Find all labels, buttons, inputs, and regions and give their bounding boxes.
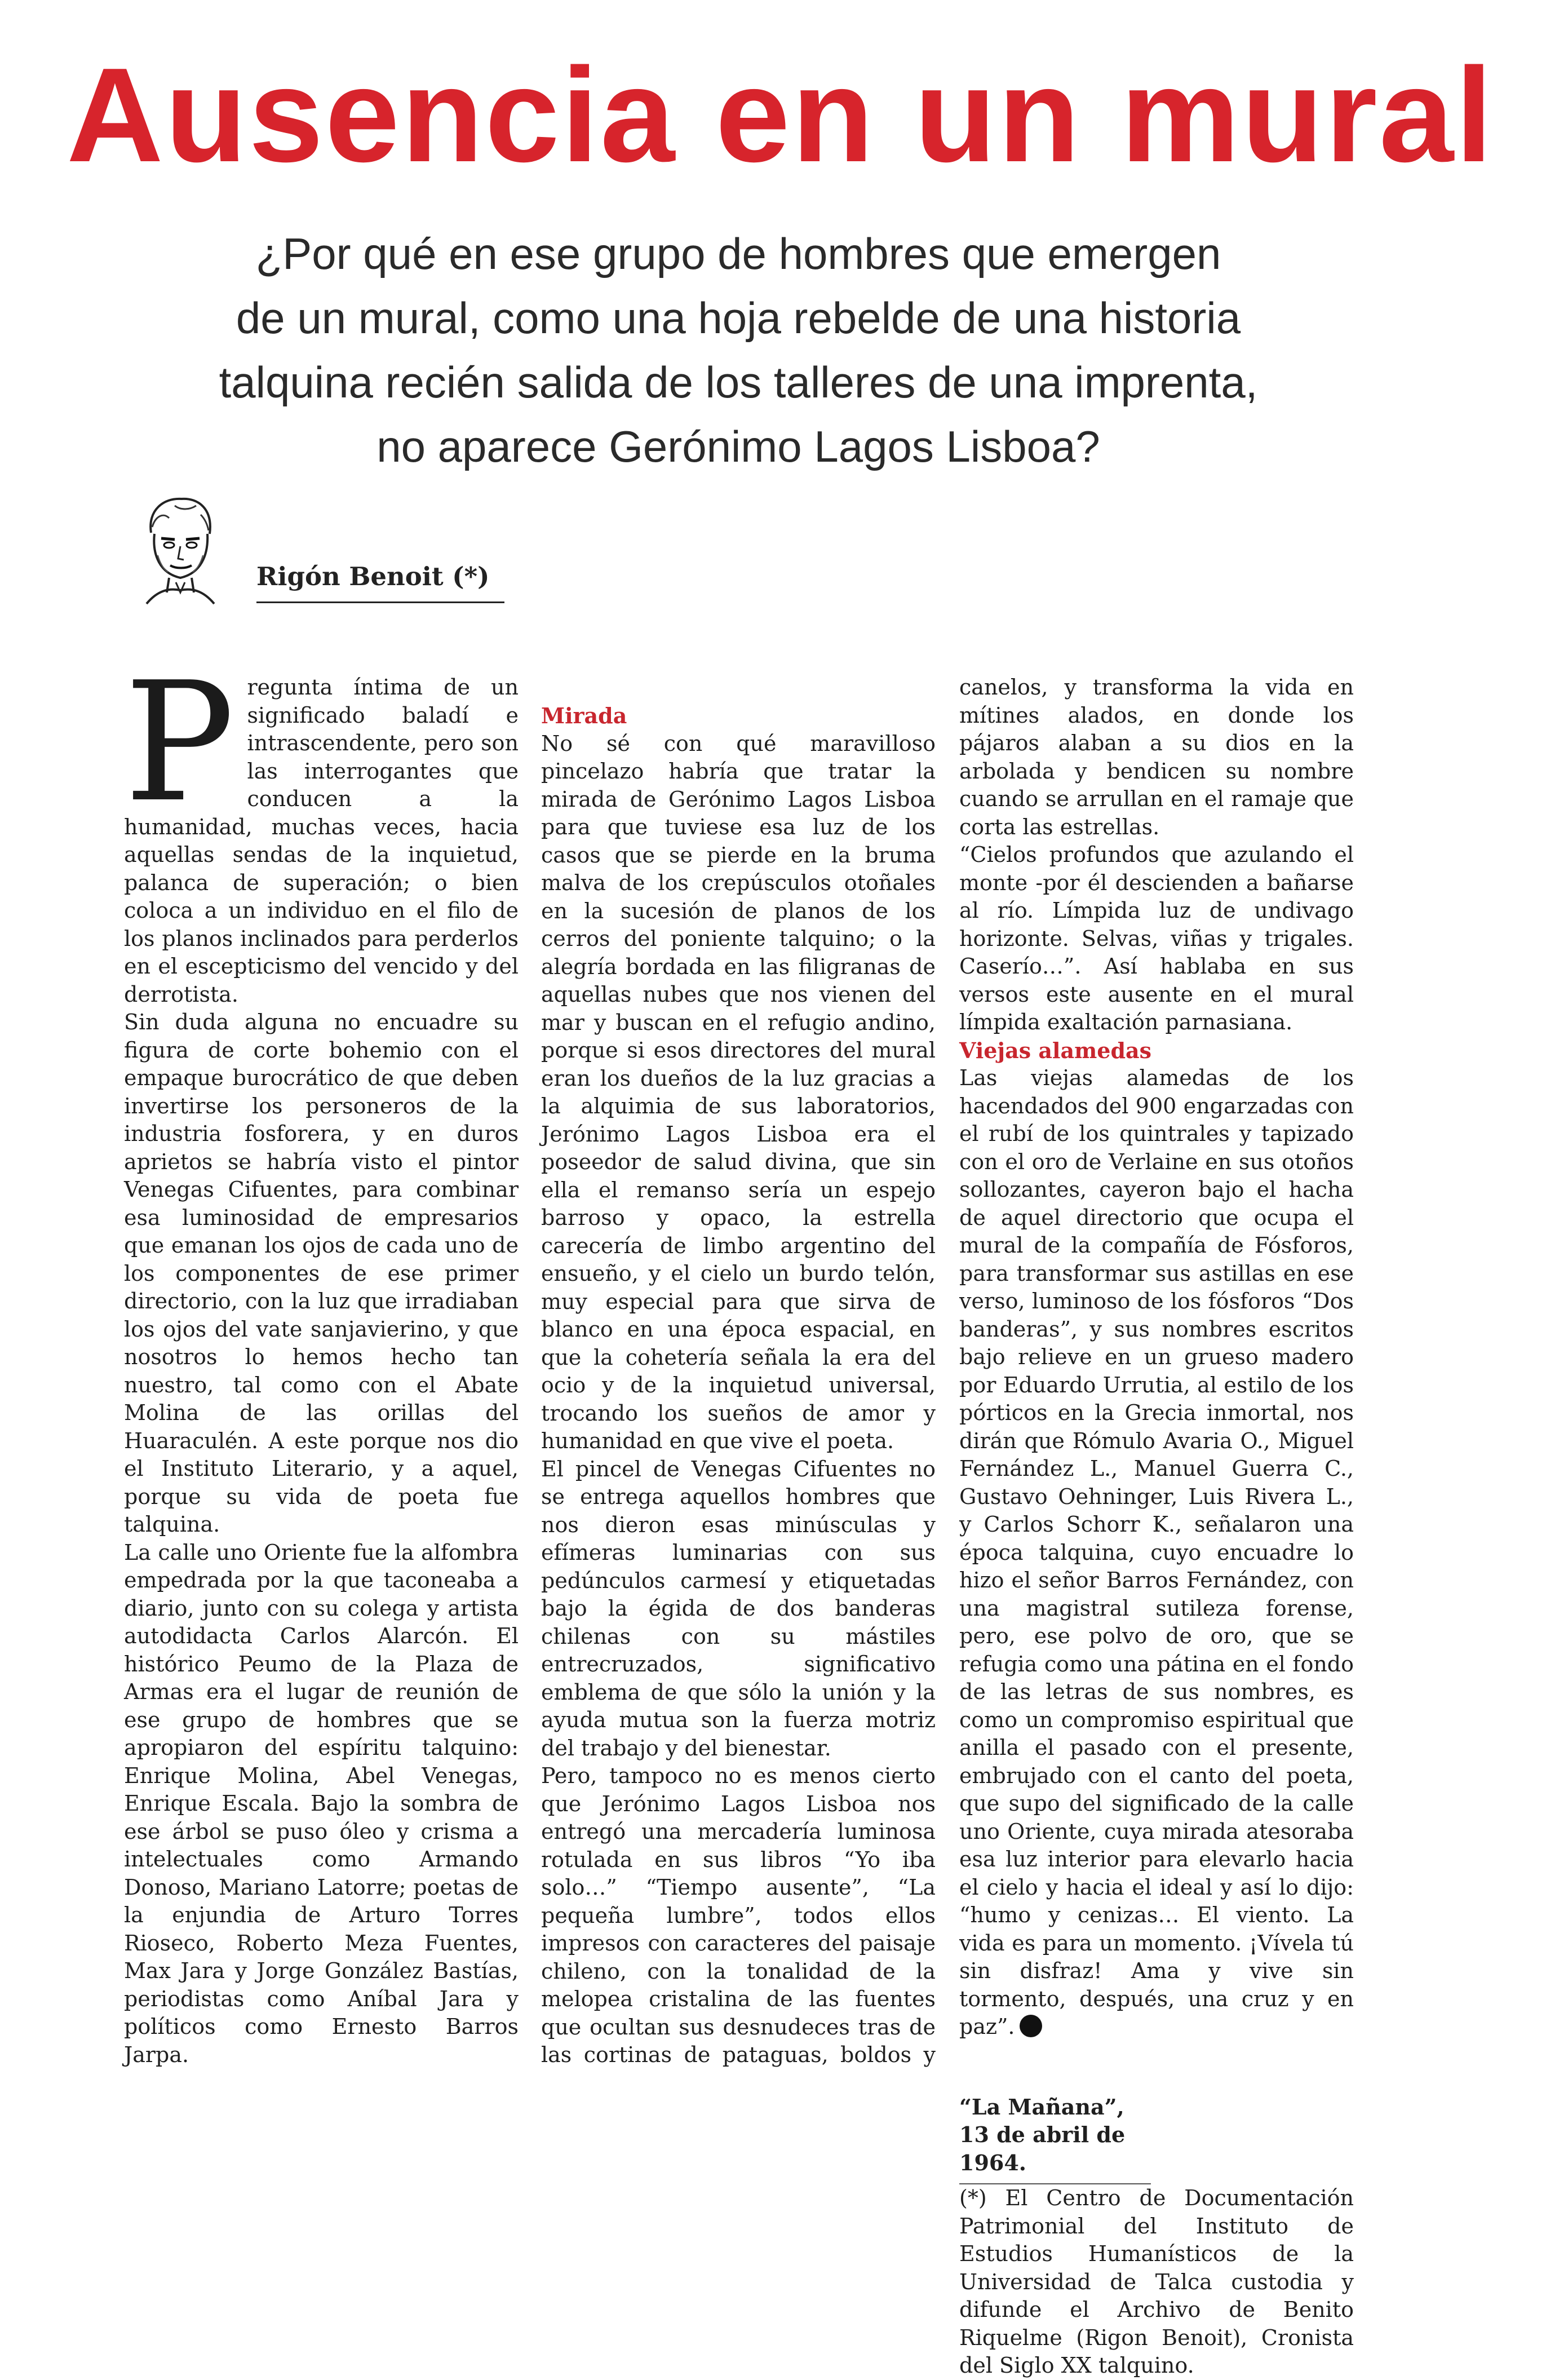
- subtitle-line: de un mural, como una hoja rebelde de una historia: [236, 293, 1241, 343]
- paragraph: [124, 647, 519, 1008]
- source-date: 13 de abril de 1964.: [959, 2122, 1126, 2175]
- section-heading-viejas-alamedas: Viejas alamedas: [959, 1037, 1152, 1063]
- paragraph-continued: No sé con qué maravilloso pincelazo habría que tratar la mirada de Gerónimo Lagos Lisboa para que tuviese esa luz de los casos que se pierde en la bruma malva de los crepúsculos otoñales en la sucesión de planos de los cerros del poniente talquino; o la alegría bordada en las filigranas de aquellas nubes que nos vienen del mar y buscan en el refugio andino, porque si esos directores del mural eran los dueños de la luz gracias a la alquimia de sus laboratorios, Jerónimo Lagos Lisboa era el poseedor de salud divina, que sin ella el remanso sería un espejo barroso y opaco, la estrella carecería de limbo argentino del ensueño, y el cielo un burdo telón, muy especial para que sirva de blanco en una época espacial, en que la cohetería señala la era del ocio y de la inquietud universal, trocando los sueños de amor y humanidad en que vive el poeta.: [541, 731, 936, 1453]
- subtitle-line: talquina recién salida de los talleres de una imprenta,: [219, 357, 1258, 407]
- article-column-1: [124, 647, 519, 2072]
- article-column-2: [541, 674, 936, 2072]
- section-heading-mirada: Mirada: [541, 703, 627, 728]
- subtitle-line: ¿Por qué en ese grupo de hombres que emergen: [255, 229, 1221, 278]
- author-portrait-sketch: [135, 493, 225, 606]
- paragraph-continued: canelos, y transforma la vida en mítines alados, en donde los pájaros alaban a su dios en la arbolada y bendicen su nombre cuando se arrullan en el ramaje que corta las estrellas.: [959, 675, 1354, 839]
- paragraph-text: regunta íntima de un significado baladí e intrascendente, pero son las interrogantes que conducen a la humanidad, muchas veces, hacia aquellas sendas de la inquietud, palanca de superación; o bien coloca a un individuo en el filo de los planos inclinados para perderlos en el escepticismo del vencido y del derrotista.: [124, 675, 519, 1007]
- article-title: Ausencia en un mural: [67, 41, 1495, 190]
- author-footnote: (*) El Centro de Documentación Patrimonial del Instituto de Estudios Humanísticos de la Universidad de Talca custodia y difunde el Archivo de Benito Riquelme (Rigon Benoit), Cronista del Siglo XX talquino.: [959, 2186, 1354, 2378]
- paragraph: Pero, tampoco no es menos cierto que Jerónimo Lagos Lisboa nos entregó una mercadería luminosa rotulada en sus libros “Yo iba solo…” “Tiempo ausente”, “La pequeña lumbre”, todos ellos impresos con caracteres del paisaje chileno, con la tonalidad de la melopea cristalina de las fuentes que ocultan sus desnudeces tras de las cortinas de pataguas, boldos y: [541, 1763, 936, 2067]
- paragraph-text: Las viejas alamedas de los hacendados del 900 engarzadas con el rubí de los quintrales y tapizado con el oro de Verlaine en sus otoños sollozantes, cayeron bajo el hacha de aquel directorio que ocupa el mural de la compañía de Fósforos, para transformar sus astillas en ese verso, luminoso de los fósforos “Dos banderas”, y sus nombres escritos bajo relieve en un grueso madero por Eduardo Urrutia, al estilo de los pórticos en la Grecia inmortal, nos dirán que Rómulo Avaria O., Miguel Fernández L., Manuel Guerra C., Gustavo Oehninger, Luis Rivera L., y Carlos Schorr K., señalaron una época talquina, cuyo encuadre lo hizo el señor Barros Fernández, con una magistral sutileza forense, pero, ese polvo de oro, que se refugia como una pátina en el fondo de las letras de sus nombres, es como un compromiso espiritual que anilla el pasado con el presente, embrujado con el canto del poeta, que supo del significado de la calle uno Oriente, cuya mirada atesoraba esa luz interior para elevarlo hacia el cielo y hacia el ideal y así lo dijo: “humo y cenizas… El viento. La vida es para un momento. ¡Vívela tú sin disfraz! Ama y vive sin tormento, después, una cruz y en paz”.: [959, 1065, 1354, 2039]
- author-byline: Rigón Benoit (*): [256, 560, 504, 603]
- paragraph: El pincel de Venegas Cifuentes no se entrega aquellos hombres que nos dieron esas minúsculas y efímeras luminarias con sus pedúnculos carmesí y etiquetadas bajo la égida de dos banderas chilenas con su mástiles entrecruzados, significativo emblema de que sólo la unión y la ayuda mutua son la fuerza motriz del trabajo y del bienestar.: [541, 1456, 936, 1760]
- paragraph: Sin duda alguna no encuadre su figura de corte bohemio con el empaque burocrático de que deben invertirse los personeros de la industria fosforera, y en duros aprietos se habría visto el pintor Venegas Cifuentes, para combinar esa luminosidad de empresarios que emanan los ojos de cada uno de los componentes de ese primer directorio, con la luz que irradiaban los ojos del vate sanjavierino, y que nosotros lo hemos hecho tan nuestro, tal como con el Abate Molina de las orillas del Huaraculén. A este porque nos dio el Instituto Literario, y a aquel, porque su vida de poeta fue talquina.: [124, 1010, 519, 1537]
- article-subtitle: [90, 222, 1386, 479]
- paragraph-continued: “Cielos profundos que azulando el monte -por él descienden a bañarse al río. Límpida luz de undivago horizonte. Selvas, viñas y trigales. Caserío…”. Así hablaba en sus versos este ausente en el mural límpida exaltación parnasiana.: [959, 842, 1354, 1034]
- paragraph: La calle uno Oriente fue la alfombra empedrada por la que taconeaba a diario, junto con su colega y artista autodidacta Carlos Alarcón. El histórico Peumo de la Plaza de Armas era el lugar de reunión de ese grupo de hombres que se apropiaron del espíritu talquino: Enrique Molina, Abel Venegas, Enrique Escala. Bajo la sombra de ese árbol se puso óleo y crisma a intelectuales como Armando Donoso, Mariano Latorre; poetas de la enjundia de Arturo Torres Rioseco, Roberto Meza Fuentes, Max Jara y Jorge González Bastías, periodistas como Aníbal Jara y políticos como Ernesto Barros Jarpa.: [124, 1540, 519, 2067]
- source-publication: “La Mañana”,: [959, 2094, 1124, 2120]
- paragraph: [959, 1064, 1354, 2041]
- article-column-3: [959, 674, 1354, 2378]
- drop-cap: P: [124, 647, 235, 838]
- end-of-article-dot-icon: [1020, 2015, 1042, 2037]
- subtitle-line: no aparece Gerónimo Lagos Lisboa?: [376, 422, 1100, 471]
- source-citation: [959, 2093, 1151, 2185]
